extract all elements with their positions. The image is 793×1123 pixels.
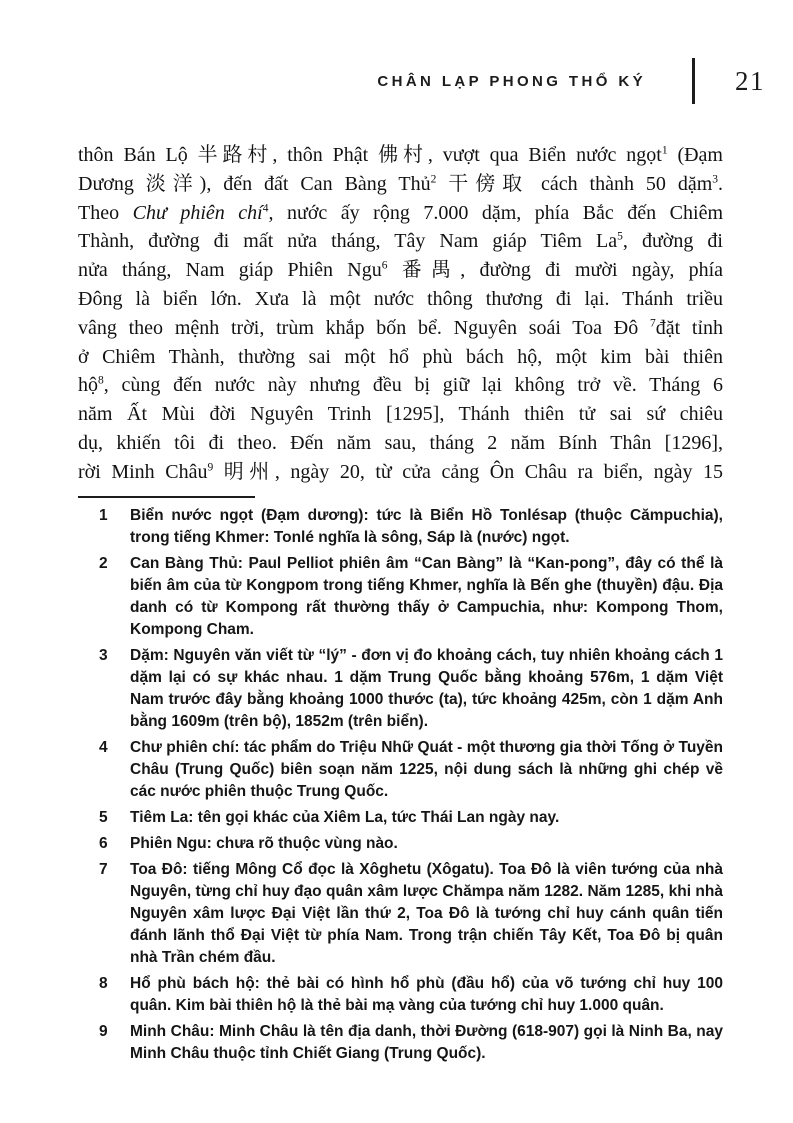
- body-line: [78, 429, 723, 458]
- footnote-number: 6: [99, 835, 108, 852]
- body-text-segment: , đường đi: [622, 230, 723, 253]
- body-text-segment: .: [718, 172, 724, 195]
- book-title-italic: Chư phiên chí: [132, 201, 263, 224]
- footnote-separator: [78, 496, 255, 498]
- footnote-reference: 3: [712, 173, 719, 186]
- body-line: [78, 227, 723, 256]
- body-text-segment: vâng theo mệnh trời, trùm khắp bốn bể. Nguyên soái Toa Đô: [78, 316, 650, 339]
- footnote-number: 9: [99, 1023, 108, 1040]
- footnote-reference: 2: [430, 173, 437, 186]
- footnote-reference: 9: [207, 461, 214, 474]
- footnote-number: 1: [99, 507, 108, 524]
- footnote-item: [99, 973, 723, 1017]
- footnote-number: 5: [99, 809, 108, 826]
- body-text-segment: rời Minh Châu: [78, 460, 208, 483]
- body-text-segment: dụ, khiến tôi đi theo. Đến năm sau, tháng 2 năm Bính Thân [1296],: [78, 431, 723, 454]
- footnote-reference: 6: [381, 259, 388, 272]
- body-line: [78, 314, 723, 343]
- body-text-segment: năm Ất Mùi đời Nguyên Trinh [1295], Thánh thiên tử sai sứ chiêu: [78, 403, 723, 426]
- body-text-segment: , cùng đến nước này nhưng đều bị giữ lại không trở về. Tháng 6: [103, 374, 723, 397]
- footnote-number: 2: [99, 555, 108, 572]
- body-text-segment: [436, 173, 448, 195]
- body-text-segment: Thành, đường đi mất nửa tháng, Tây Nam giáp Tiêm La: [78, 230, 618, 253]
- header-divider: [692, 58, 695, 104]
- footnote-item: [99, 1021, 723, 1065]
- chinese-characters: 明州: [223, 460, 275, 483]
- footnote-reference: 7: [649, 317, 656, 330]
- footnote-text: Minh Châu: Minh Châu là tên địa danh, thời Đường (618-907) gọi là Ninh Ba, nay Minh Châu thuộc tỉnh Chiết Giang (Trung Quốc).: [130, 1023, 723, 1062]
- body-line: [78, 458, 723, 487]
- body-line: [78, 343, 723, 372]
- body-text-segment: Đông là biển lớn. Xưa là một nước thông thương đi lại. Thánh triều: [78, 287, 723, 310]
- footnote-item: [99, 505, 723, 549]
- body-line: [78, 199, 723, 228]
- body-text-segment: nửa tháng, Nam giáp Phiên Ngu: [78, 259, 382, 282]
- body-text-segment: , thôn Phật: [272, 144, 379, 166]
- chinese-characters: 淡洋: [145, 172, 200, 195]
- footnote-text: Chư phiên chí: tác phẩm do Triệu Nhữ Quát - một thương gia thời Tống ở Tuyền Châu (Trung Quốc) biên soạn năm 1225, nội dung sách là những ghi chép về các nước phiên thuộc Trung Quốc.: [130, 739, 723, 800]
- footnote-number: 3: [99, 647, 108, 664]
- body-line: [78, 371, 723, 400]
- body-text-segment: , đường đi mười ngày, phía: [460, 259, 724, 282]
- body-text-segment: thôn Bán Lộ: [78, 144, 198, 166]
- body-text-segment: (Đạm: [667, 144, 723, 166]
- body-text-segment: Theo: [78, 201, 133, 224]
- chinese-characters: 佛村: [378, 144, 428, 166]
- body-text-segment: , nước ấy rộng 7.000 dặm, phía Bắc đến Chiêm: [268, 201, 724, 224]
- body-line: [78, 400, 723, 429]
- footnote-reference: 4: [262, 201, 269, 214]
- page-header: [377, 58, 765, 104]
- body-text-segment: [213, 461, 224, 483]
- footnote-reference: 8: [98, 374, 104, 387]
- body-text-segment: , ngày 20, từ cửa cảng Ôn Châu ra biển, ngày 15: [274, 460, 723, 483]
- footnote-item: [99, 645, 723, 733]
- footnote-item: [99, 737, 723, 803]
- body-text-segment: , vượt qua Biển nước ngọt: [427, 144, 662, 166]
- body-text-segment: ở Chiêm Thành, thường sai một hổ phù bách hộ, một kim bài thiên: [78, 345, 723, 368]
- body-text-segment: đặt tỉnh: [655, 316, 724, 339]
- body-text-segment: hộ: [78, 374, 98, 397]
- chinese-characters: 半路村: [197, 144, 273, 166]
- footnote-text: Can Bàng Thủ: Paul Pelliot phiên âm “Can Bàng” là “Kan-pong”, đây có thể là biến âm của từ Kongpom trong tiếng Khmer, nghĩa là Bến ghe (thuyền) đậu. Địa danh có từ Kompong rất thường thấy ở Campuchia, như: Kompong Thom, Kompong Cham.: [130, 555, 723, 638]
- footnotes-section: [99, 505, 723, 1069]
- footnote-number: 7: [99, 861, 108, 878]
- body-line: [78, 170, 723, 199]
- footnote-text: Toa Đô: tiếng Mông Cổ đọc là Xôghetu (Xôgatu). Toa Đô là viên tướng của nhà Nguyên, từng chỉ huy đạo quân xâm lược Chămpa năm 1282. Năm 1285, khi nhà Nguyên xâm lược Đại Việt lần thứ 2, Toa Đô là tướng chỉ huy cánh quân tiến đánh lãnh thổ Đại Việt từ phía Nam. Trong trận chiến Tây Kết, Toa Đô bị quân nhà Trần chém đầu.: [130, 861, 723, 966]
- footnote-text: Tiêm La: tên gọi khác của Xiêm La, tức Thái Lan ngày nay.: [130, 809, 560, 826]
- body-text-segment: ), đến đất Can Bàng Thủ: [199, 172, 431, 195]
- footnote-number: 8: [99, 975, 108, 992]
- body-line: [78, 285, 723, 314]
- footnote-item: [99, 859, 723, 969]
- body-line: [78, 256, 723, 285]
- body-text-segment: [387, 259, 401, 281]
- body-line: [78, 141, 723, 170]
- chinese-characters: 干傍取: [448, 172, 530, 195]
- footnote-text: Dặm: Nguyên văn viết từ “lý” - đơn vị đo khoảng cách, tuy nhiên khoảng cách 1 dặm lại có sự khác nhau. 1 dặm Trung Quốc bằng khoảng 576m, 1 dặm Việt Nam trước đây bằng khoảng 1000 thước (ta), tức khoảng 425m, còn 1 dặm Anh bằng 1609m (trên bộ), 1852m (trên biển).: [130, 647, 723, 730]
- page-number: 21: [735, 65, 765, 96]
- body-text-segment: cách thành 50 dặm: [529, 172, 713, 195]
- footnote-text: Hổ phù bách hộ: thẻ bài có hình hổ phù (đầu hổ) của võ tướng chỉ huy 100 quân. Kim bài thiên hộ là thẻ bài mạ vàng của tướng chỉ huy 1.000 quân.: [130, 975, 723, 1014]
- footnote-item: [99, 833, 723, 855]
- running-head-title: CHÂN LẠP PHONG THỔ KÝ: [377, 72, 646, 90]
- footnote-reference: 5: [617, 230, 623, 243]
- footnote-item: [99, 807, 723, 829]
- footnote-number: 4: [99, 739, 108, 756]
- footnote-reference: 1: [661, 144, 668, 157]
- footnote-text: Phiên Ngu: chưa rõ thuộc vùng nào.: [130, 835, 398, 852]
- footnote-text: Biển nước ngọt (Đạm dương): tức là Biển Hồ Tonlésap (thuộc Cămpuchia), trong tiếng Khmer: Tonlé nghĩa là sông, Sáp là (nước) ngọt.: [130, 507, 723, 546]
- body-text-segment: Dương: [78, 172, 146, 195]
- footnote-item: [99, 553, 723, 641]
- chinese-characters: 番禺: [401, 259, 461, 282]
- body-paragraph: [78, 141, 723, 487]
